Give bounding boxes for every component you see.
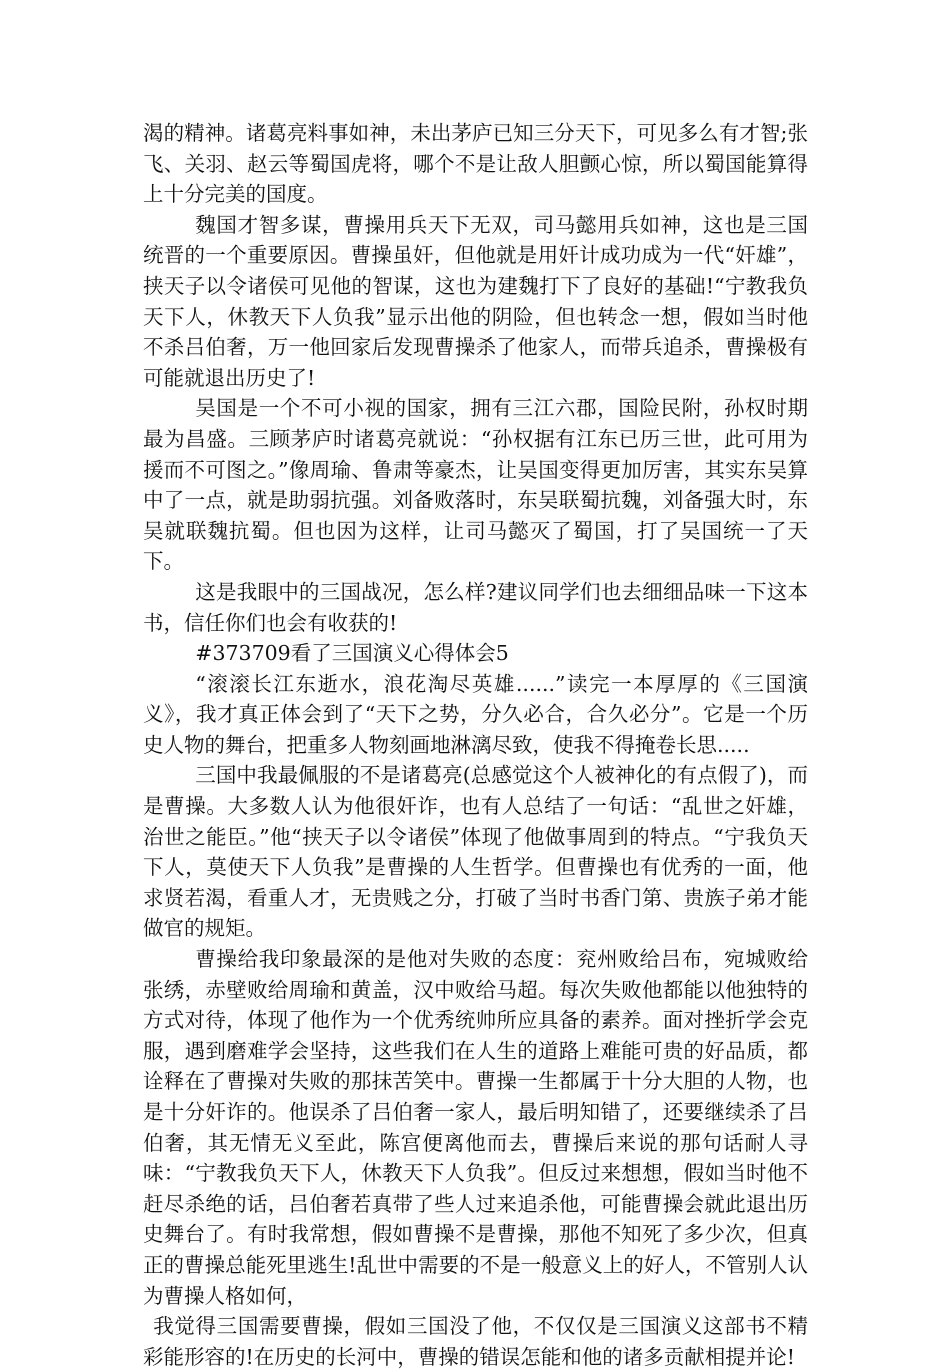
paragraph-failure: 曹操给我印象最深的是他对失败的态度：兖州败给吕布，宛城败给张绣，赤壁败给周瑜和黄盖，汉中败给马超。每次失败他都能以他独特的方式对待，体现了他作为一个优秀统帅所应具备的素养。面对挫折学会克服，遇到磨难学会坚持，这些我们在人生的道路上难能可贵的好品质，都诠释在了曹操对失败的那抹苦笑中。曹操一生都属于十分大胆的人物，也是十分奸诈的。他误杀了吕伯奢一家人，最后明知错了，还要继续杀了吕伯奢，其无情无义至此，陈宫便离他而去，曹操后来说的那句话耐人寻味：“宁教我负天下人，休教天下人负我”。但反过来想想，假如当时他不赶尽杀绝的话，吕伯奢若真带了些人过来追杀他，可能曹操会就此退出历史舞台了。有时我常想，假如曹操不是曹操，那他不知死了多少次，但真正的曹操总能死里逃生!乱世中需要的不是一般意义上的好人，不管别人认为曹操人格如何， [143,947,808,1308]
paragraph-final: 我觉得三国需要曹操，假如三国没了他，不仅仅是三国演义这部书不精彩能形容的!在历史的长河中，曹操的错误怎能和他的诸多贡献相提并论! [143,1314,808,1369]
paragraph-wei: 魏国才智多谋，曹操用兵天下无双，司马懿用兵如神，这也是三国统晋的一个重要原因。曹操虽奸，但他就是用奸计成功成为一代“奸雄”，挟天子以令诸侯可见他的智谋，这也为建魏打下了良好的基础!“宁教我负天下人，休教天下人负我”显示出他的阴险，但也转念一想，假如当时他不杀吕伯奢，万一他回家后发现曹操杀了他家人，而带兵追杀，曹操极有可能就退出历史了! [143,212,808,390]
document-body [143,118,808,1372]
paragraph-conclusion: 这是我眼中的三国战况，怎么样?建议同学们也去细细品味一下这本书，信任你们也会有收获的! [143,579,808,635]
paragraph-cao-cao: 三国中我最佩服的不是诸葛亮(总感觉这个人被神化的有点假了)，而是曹操。大多数人认为他很奸诈，也有人总结了一句话：“乱世之奸雄，治世之能臣。”他“挟天子以令诸侯”体现了他做事周到的特点。“宁我负天下人，莫使天下人负我”是曹操的人生哲学。但曹操也有优秀的一面，他求贤若渴，看重人才，无贵贱之分，打破了当时书香门第、贵族子弟才能做官的规矩。 [143,763,808,941]
paragraph-intro: “滚滚长江东逝水，浪花淘尽英雄......”读完一本厚厚的《三国演义》，我才真正体会到了“天下之势，分久必合，合久必分”。它是一个历史人物的舞台，把重多人物刻画地淋漓尽致，使我不得掩卷长思..... [143,671,808,757]
paragraph-continued: 渴的精神。诸葛亮料事如神，未出茅庐已知三分天下，可见多么有才智;张飞、关羽、赵云等蜀国虎将，哪个不是让敌人胆颤心惊，所以蜀国能算得上十分完美的国度。 [143,121,808,207]
paragraph-wu: 吴国是一个不可小视的国家，拥有三江六郡，国险民附，孙权时期最为昌盛。三顾茅庐时诸葛亮就说：“孙权据有江东已历三世，此可用为援而不可图之。”像周瑜、鲁肃等豪杰，让吴国变得更加厉害，其实东吴算中了一点，就是助弱抗强。刘备败落时，东吴联蜀抗魏，刘备强大时，东吴就联魏抗蜀。但也因为这样，让司马懿灭了蜀国，打了吴国统一了天下。 [143,396,808,574]
section-heading: #373709看了三国演义心得体会5 [195,641,509,666]
